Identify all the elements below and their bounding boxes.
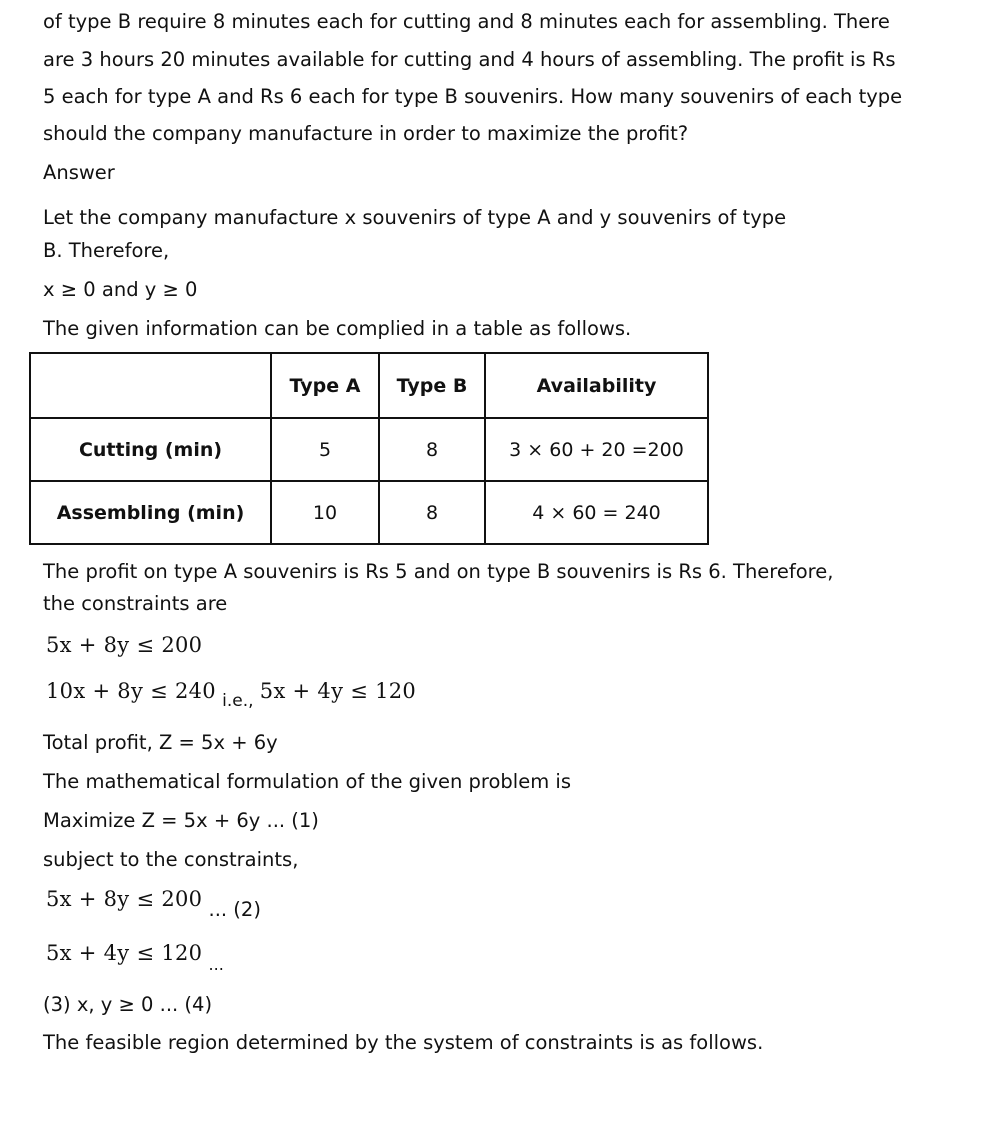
maximize-line: Maximize Z = 5x + 6y ... (1)	[43, 809, 319, 832]
table-cell: 5	[271, 418, 379, 481]
table-row	[30, 418, 708, 481]
table-cell: Cutting (min)	[30, 418, 271, 481]
table-header-cell: Availability	[485, 353, 708, 418]
constraint-assembling: 10x + 8y ≤ 240	[46, 679, 216, 703]
constraint-assembling-simplified: 5x + 4y ≤ 120	[259, 679, 417, 703]
formulation-constraint-2-row	[46, 940, 224, 974]
formulation-constraint-1-row	[46, 886, 261, 921]
table-cell: 10	[271, 481, 379, 544]
table-header-cell	[30, 353, 271, 418]
table-header-cell: Type A	[271, 353, 379, 418]
constraints-label: the constraints are	[43, 592, 228, 615]
information-table	[29, 352, 709, 545]
table-header-row	[30, 353, 708, 418]
total-profit-line: Total profit, Z = 5x + 6y	[43, 731, 278, 754]
table-cell: 3 × 60 + 20 =200	[485, 418, 708, 481]
table-row	[30, 481, 708, 544]
feasible-region-line: The feasible region determined by the system of constraints is as follows.	[43, 1031, 764, 1054]
equation-tag-3: ...	[208, 955, 224, 974]
problem-line-3: 5 each for type A and Rs 6 each for type B souvenirs. How many souvenirs of each type	[43, 85, 903, 108]
equation-tag-2: ... (2)	[208, 898, 261, 921]
table-cell: Assembling (min)	[30, 481, 271, 544]
intro-line-2: B. Therefore,	[43, 239, 170, 262]
problem-line-1: of type B require 8 minutes each for cutting and 8 minutes each for assembling. There	[43, 10, 890, 33]
problem-line-4: should the company manufacture in order to maximize the profit?	[43, 122, 689, 145]
constraint-assembling-row	[46, 678, 417, 711]
subject-line: subject to the constraints,	[43, 848, 299, 871]
ie-text: i.e.,	[222, 691, 254, 711]
formulation-constraint-2: 5x + 4y ≤ 120	[46, 941, 203, 965]
table-header-cell: Type B	[379, 353, 485, 418]
profit-line: The profit on type A souvenirs is Rs 5 and on type B souvenirs is Rs 6. Therefore,	[43, 560, 834, 583]
formulation-constraint-1: 5x + 8y ≤ 200	[46, 887, 203, 911]
table-cell: 8	[379, 418, 485, 481]
formulation-constraint-3: (3) x, y ≥ 0 ... (4)	[43, 993, 213, 1016]
problem-line-2: are 3 hours 20 minutes available for cutting and 4 hours of assembling. The profit is Rs	[43, 48, 896, 71]
constraint-cutting: 5x + 8y ≤ 200	[46, 633, 203, 657]
answer-heading: Answer	[43, 161, 115, 184]
table-intro-line: The given information can be complied in a table as follows.	[43, 317, 632, 340]
intro-line-1: Let the company manufacture x souvenirs of type A and y souvenirs of type	[43, 206, 787, 229]
formulation-intro: The mathematical formulation of the given problem is	[43, 770, 571, 793]
table-cell: 8	[379, 481, 485, 544]
nonnegativity-line: x ≥ 0 and y ≥ 0	[43, 278, 198, 301]
table-cell: 4 × 60 = 240	[485, 481, 708, 544]
